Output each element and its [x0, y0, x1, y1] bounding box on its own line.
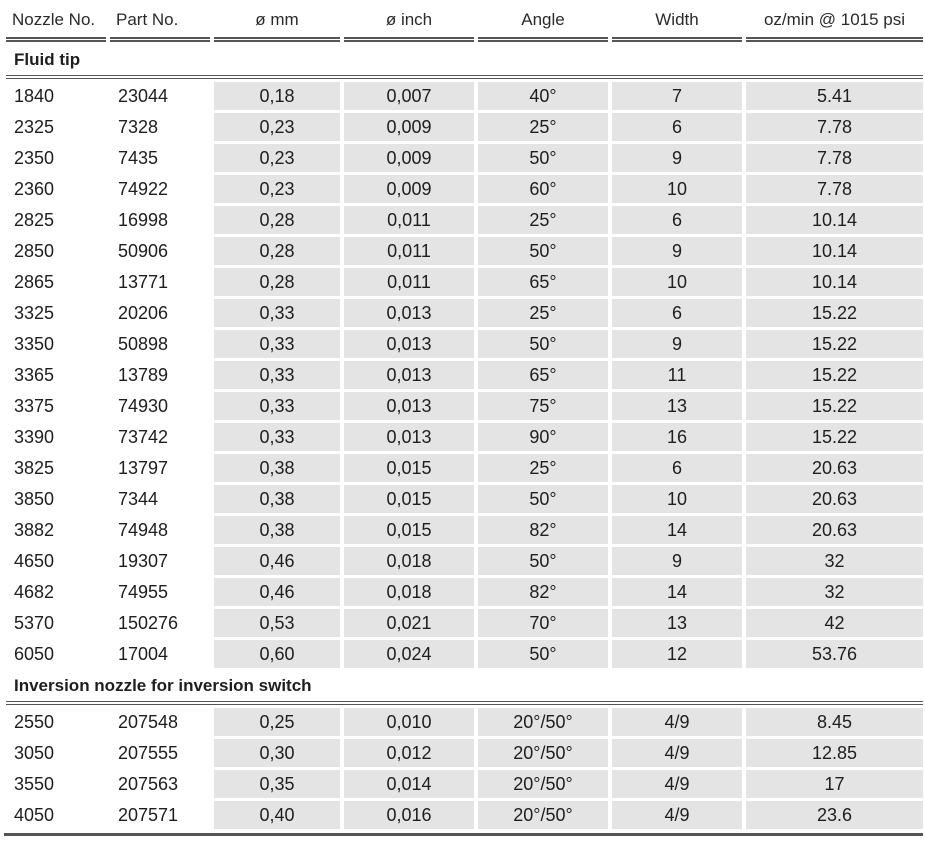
table-row	[6, 361, 923, 389]
cell-nozzle-no: 6050	[14, 643, 55, 664]
column-header-diameter-inch: ø inch	[344, 3, 474, 42]
cell-width: 4/9	[612, 770, 742, 798]
cell-flow-rate: 42	[746, 609, 923, 637]
cell-width: 10	[612, 175, 742, 203]
cell-diameter-mm: 0,33	[214, 423, 340, 451]
cell-part-no: 74955	[118, 581, 169, 602]
cell-part-no: 207555	[118, 742, 179, 763]
column-header-diameter-mm: ø mm	[214, 3, 340, 42]
cell-nozzle-no: 2865	[14, 271, 55, 292]
cell-diameter-inch: 0,009	[344, 113, 474, 141]
table-row	[6, 485, 923, 513]
cell-flow-rate: 12.85	[746, 739, 923, 767]
cell-width: 9	[612, 144, 742, 172]
cell-diameter-inch: 0,010	[344, 708, 474, 736]
cell-nozzle-no: 4682	[14, 581, 55, 602]
cell-nozzle-no: 3375	[14, 395, 55, 416]
cell-nozzle-no: 3350	[14, 333, 55, 354]
table-row	[6, 423, 923, 451]
cell-part-no: 74930	[118, 395, 169, 416]
cell-diameter-inch: 0,013	[344, 299, 474, 327]
column-header-part-no: Part No.	[110, 3, 210, 42]
cell-diameter-mm: 0,23	[214, 175, 340, 203]
cell-nozzle-no: 4050	[14, 804, 55, 825]
cell-width: 6	[612, 206, 742, 234]
cell-diameter-inch: 0,021	[344, 609, 474, 637]
cell-width: 13	[612, 609, 742, 637]
cell-width: 7	[612, 82, 742, 110]
cell-flow-rate: 23.6	[746, 801, 923, 829]
cell-part-no: 7344	[118, 488, 159, 509]
cell-angle: 25°	[478, 299, 608, 327]
cell-angle: 90°	[478, 423, 608, 451]
cell-nozzle-no: 3550	[14, 773, 55, 794]
cell-nozzle-no: 2350	[14, 147, 55, 168]
cell-nozzle-no: 5370	[14, 612, 55, 633]
table-row	[6, 516, 923, 544]
cell-diameter-mm: 0,28	[214, 206, 340, 234]
cell-width: 14	[612, 516, 742, 544]
cell-part-no: 13797	[118, 457, 169, 478]
cell-diameter-mm: 0,46	[214, 578, 340, 606]
table-row	[6, 237, 923, 265]
cell-part-no: 7435	[118, 147, 159, 168]
cell-flow-rate: 15.22	[746, 330, 923, 358]
cell-part-no: 7328	[118, 116, 159, 137]
cell-flow-rate: 10.14	[746, 237, 923, 265]
cell-part-no: 17004	[118, 643, 169, 664]
cell-diameter-inch: 0,007	[344, 82, 474, 110]
cell-part-no: 207563	[118, 773, 179, 794]
cell-part-no: 23044	[118, 85, 169, 106]
cell-angle: 20°/50°	[478, 770, 608, 798]
cell-part-no: 74948	[118, 519, 169, 540]
cell-diameter-inch: 0,013	[344, 361, 474, 389]
cell-width: 6	[612, 299, 742, 327]
header-row	[6, 3, 923, 42]
cell-angle: 25°	[478, 206, 608, 234]
cell-flow-rate: 17	[746, 770, 923, 798]
cell-part-no: 13771	[118, 271, 169, 292]
cell-width: 12	[612, 640, 742, 668]
cell-width: 4/9	[612, 739, 742, 767]
cell-diameter-mm: 0,18	[214, 82, 340, 110]
cell-diameter-mm: 0,38	[214, 516, 340, 544]
cell-nozzle-no: 3850	[14, 488, 55, 509]
cell-angle: 75°	[478, 392, 608, 420]
cell-diameter-inch: 0,011	[344, 268, 474, 296]
cell-flow-rate: 15.22	[746, 299, 923, 327]
cell-part-no: 207548	[118, 711, 179, 732]
cell-diameter-mm: 0,23	[214, 113, 340, 141]
table-row	[6, 547, 923, 575]
cell-flow-rate: 20.63	[746, 485, 923, 513]
cell-flow-rate: 7.78	[746, 144, 923, 172]
cell-diameter-inch: 0,012	[344, 739, 474, 767]
cell-part-no: 16998	[118, 209, 169, 230]
cell-flow-rate: 53.76	[746, 640, 923, 668]
cell-nozzle-no: 4650	[14, 550, 55, 571]
cell-diameter-mm: 0,40	[214, 801, 340, 829]
cell-width: 14	[612, 578, 742, 606]
cell-flow-rate: 20.63	[746, 516, 923, 544]
cell-diameter-inch: 0,018	[344, 547, 474, 575]
cell-diameter-inch: 0,009	[344, 144, 474, 172]
column-header-angle: Angle	[478, 3, 608, 42]
cell-nozzle-no: 2360	[14, 178, 55, 199]
table-row	[6, 454, 923, 482]
cell-angle: 50°	[478, 547, 608, 575]
cell-diameter-inch: 0,016	[344, 801, 474, 829]
cell-angle: 82°	[478, 578, 608, 606]
section-title: Fluid tip	[6, 45, 923, 79]
table-row	[6, 801, 923, 829]
cell-diameter-mm: 0,38	[214, 454, 340, 482]
cell-angle: 25°	[478, 454, 608, 482]
cell-width: 10	[612, 485, 742, 513]
table-row	[6, 330, 923, 358]
cell-diameter-mm: 0,33	[214, 361, 340, 389]
cell-diameter-inch: 0,015	[344, 454, 474, 482]
cell-diameter-inch: 0,015	[344, 485, 474, 513]
cell-angle: 50°	[478, 485, 608, 513]
cell-nozzle-no: 2850	[14, 240, 55, 261]
cell-width: 4/9	[612, 708, 742, 736]
cell-flow-rate: 5.41	[746, 82, 923, 110]
cell-flow-rate: 7.78	[746, 113, 923, 141]
cell-nozzle-no: 3882	[14, 519, 55, 540]
cell-part-no: 73742	[118, 426, 169, 447]
cell-nozzle-no: 2550	[14, 711, 55, 732]
cell-flow-rate: 32	[746, 578, 923, 606]
table-row	[6, 82, 923, 110]
table-row	[6, 578, 923, 606]
cell-angle: 20°/50°	[478, 708, 608, 736]
bottom-rule	[4, 833, 923, 836]
column-header-width: Width	[612, 3, 742, 42]
cell-part-no: 207571	[118, 804, 179, 825]
cell-diameter-mm: 0,35	[214, 770, 340, 798]
cell-diameter-mm: 0,28	[214, 268, 340, 296]
cell-flow-rate: 10.14	[746, 206, 923, 234]
cell-flow-rate: 32	[746, 547, 923, 575]
cell-angle: 20°/50°	[478, 739, 608, 767]
cell-diameter-inch: 0,024	[344, 640, 474, 668]
cell-flow-rate: 15.22	[746, 423, 923, 451]
cell-diameter-mm: 0,30	[214, 739, 340, 767]
section-header-row	[6, 671, 923, 705]
cell-part-no: 50906	[118, 240, 169, 261]
table-row	[6, 299, 923, 327]
cell-width: 10	[612, 268, 742, 296]
cell-diameter-inch: 0,013	[344, 330, 474, 358]
cell-angle: 50°	[478, 144, 608, 172]
section-title: Inversion nozzle for inversion switch	[6, 671, 923, 705]
cell-angle: 40°	[478, 82, 608, 110]
section-header-row	[6, 45, 923, 79]
nozzle-table	[2, 0, 925, 832]
cell-nozzle-no: 3390	[14, 426, 55, 447]
table-row	[6, 392, 923, 420]
cell-width: 6	[612, 454, 742, 482]
cell-nozzle-no: 3825	[14, 457, 55, 478]
cell-flow-rate: 7.78	[746, 175, 923, 203]
cell-width: 9	[612, 547, 742, 575]
cell-diameter-mm: 0,46	[214, 547, 340, 575]
cell-width: 4/9	[612, 801, 742, 829]
cell-part-no: 150276	[118, 612, 179, 633]
table-row	[6, 770, 923, 798]
cell-diameter-inch: 0,011	[344, 206, 474, 234]
cell-flow-rate: 20.63	[746, 454, 923, 482]
cell-diameter-mm: 0,33	[214, 392, 340, 420]
table-row	[6, 144, 923, 172]
cell-diameter-mm: 0,60	[214, 640, 340, 668]
cell-nozzle-no: 3325	[14, 302, 55, 323]
table-row	[6, 739, 923, 767]
cell-diameter-mm: 0,33	[214, 299, 340, 327]
cell-width: 16	[612, 423, 742, 451]
table-row	[6, 206, 923, 234]
cell-diameter-mm: 0,53	[214, 609, 340, 637]
cell-flow-rate: 10.14	[746, 268, 923, 296]
cell-diameter-inch: 0,018	[344, 578, 474, 606]
cell-nozzle-no: 3365	[14, 364, 55, 385]
cell-part-no: 13789	[118, 364, 169, 385]
cell-width: 6	[612, 113, 742, 141]
cell-angle: 70°	[478, 609, 608, 637]
column-header-nozzle-no: Nozzle No.	[6, 3, 106, 42]
cell-part-no: 19307	[118, 550, 169, 571]
table-row	[6, 113, 923, 141]
cell-angle: 25°	[478, 113, 608, 141]
cell-diameter-inch: 0,015	[344, 516, 474, 544]
cell-angle: 65°	[478, 361, 608, 389]
table-body	[6, 45, 923, 829]
cell-flow-rate: 15.22	[746, 392, 923, 420]
cell-width: 9	[612, 330, 742, 358]
cell-diameter-mm: 0,23	[214, 144, 340, 172]
cell-part-no: 20206	[118, 302, 169, 323]
cell-width: 11	[612, 361, 742, 389]
cell-angle: 50°	[478, 640, 608, 668]
cell-diameter-inch: 0,013	[344, 392, 474, 420]
cell-nozzle-no: 3050	[14, 742, 55, 763]
cell-diameter-mm: 0,38	[214, 485, 340, 513]
cell-nozzle-no: 2325	[14, 116, 55, 137]
table-row	[6, 268, 923, 296]
cell-diameter-mm: 0,25	[214, 708, 340, 736]
cell-angle: 20°/50°	[478, 801, 608, 829]
cell-nozzle-no: 2825	[14, 209, 55, 230]
table-row	[6, 609, 923, 637]
cell-diameter-inch: 0,009	[344, 175, 474, 203]
cell-angle: 50°	[478, 330, 608, 358]
column-header-flow-rate: oz/min @ 1015 psi	[746, 3, 923, 42]
table-row	[6, 708, 923, 736]
cell-nozzle-no: 1840	[14, 85, 55, 106]
cell-part-no: 74922	[118, 178, 169, 199]
cell-angle: 65°	[478, 268, 608, 296]
cell-width: 9	[612, 237, 742, 265]
table-row	[6, 640, 923, 668]
cell-flow-rate: 15.22	[746, 361, 923, 389]
cell-part-no: 50898	[118, 333, 169, 354]
cell-flow-rate: 8.45	[746, 708, 923, 736]
cell-diameter-inch: 0,013	[344, 423, 474, 451]
cell-angle: 60°	[478, 175, 608, 203]
cell-diameter-mm: 0,28	[214, 237, 340, 265]
cell-diameter-mm: 0,33	[214, 330, 340, 358]
cell-angle: 82°	[478, 516, 608, 544]
cell-angle: 50°	[478, 237, 608, 265]
cell-width: 13	[612, 392, 742, 420]
cell-diameter-inch: 0,011	[344, 237, 474, 265]
cell-diameter-inch: 0,014	[344, 770, 474, 798]
table-row	[6, 175, 923, 203]
